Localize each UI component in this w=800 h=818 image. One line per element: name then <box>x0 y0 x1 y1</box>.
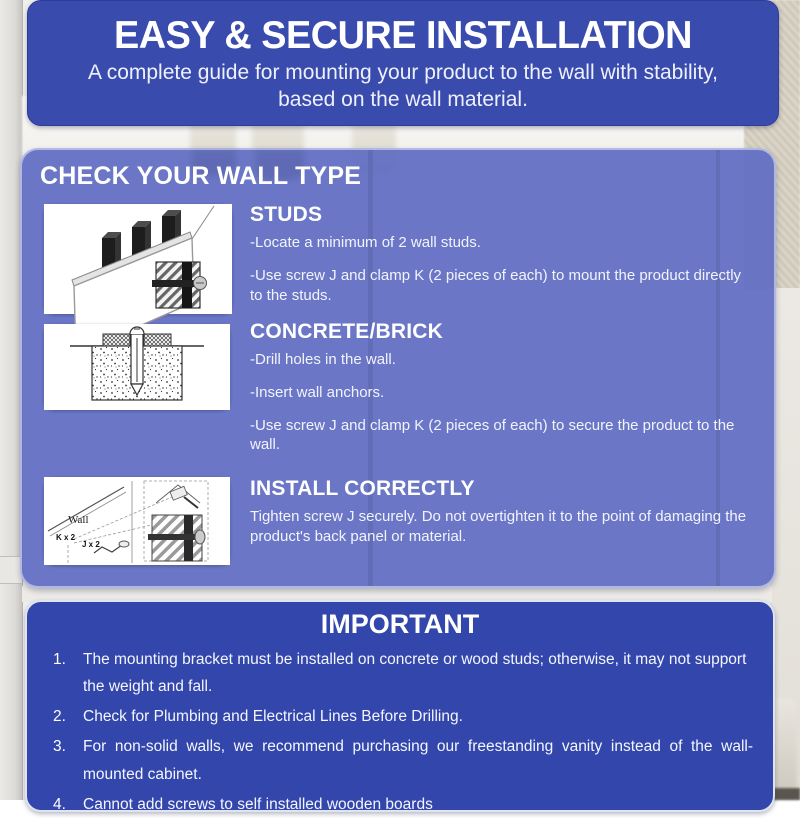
bullet: Tighten screw J securely. Do not overtighten it to the point of damaging the product's back panel or material. <box>250 508 747 545</box>
wall-label: Wall <box>68 514 89 526</box>
list-item <box>53 791 753 818</box>
bullet: -Drill holes in the wall. <box>250 351 396 368</box>
cabinet-seam <box>0 556 22 584</box>
item-number: 4. <box>53 795 66 813</box>
item-text: The mounting bracket must be installed on concrete or wood studs; otherwise, it may not support the weight and fall. <box>83 651 747 696</box>
list-item <box>53 646 753 700</box>
item-number: 1. <box>53 651 66 668</box>
bullet: -Use screw J and clamp K (2 pieces of each) to secure the product to the wall. <box>250 416 735 454</box>
section-title: CONCRETE/BRICK <box>250 320 443 343</box>
list-item <box>53 703 753 730</box>
item-text: For non-solid walls, we recommend purchasing our freestanding vanity instead of the wall-mounted cabinet. <box>83 738 753 783</box>
wall-type-heading: CHECK YOUR WALL TYPE <box>40 162 362 190</box>
section-title: INSTALL CORRECTLY <box>250 477 475 500</box>
section-title: STUDS <box>250 203 323 226</box>
studs-drawing <box>44 204 232 314</box>
important-heading: IMPORTANT <box>320 609 480 639</box>
header-banner <box>27 0 779 126</box>
section-install-correctly <box>250 477 750 560</box>
important-list <box>53 646 753 818</box>
screw-count-label: J x 2 <box>82 540 100 549</box>
clamp-count-label: K x 2 <box>56 533 76 542</box>
item-text: Cannot add screws to self installed wooden boards <box>83 795 433 813</box>
studs-illustration <box>44 204 232 314</box>
list-item <box>53 733 753 787</box>
concrete-drawing <box>44 324 230 410</box>
section-studs <box>250 203 750 318</box>
concrete-anchor-illustration <box>44 324 230 410</box>
bullet: -Locate a minimum of 2 wall studs. <box>250 234 481 251</box>
wall-anchor <box>130 327 144 395</box>
important-panel <box>25 600 775 812</box>
item-number: 2. <box>53 708 66 726</box>
item-number: 3. <box>53 738 66 756</box>
item-text: Check for Plumbing and Electrical Lines Before Drilling. <box>83 708 463 726</box>
install-drawing <box>44 477 230 565</box>
bullet: -Insert wall anchors. <box>250 383 385 401</box>
page-title: EASY & SECURE INSTALLATION <box>113 14 692 57</box>
install-diagram-illustration <box>44 477 230 565</box>
page-subtitle: A complete guide for mounting your product to the wall with stability, based on the wall material. <box>88 61 718 111</box>
wall-cross-section-detail <box>148 515 205 561</box>
wall-type-panel <box>20 148 776 588</box>
stud-mount-detail <box>152 262 207 308</box>
bullet: -Use screw J and clamp K (2 pieces of each) to mount the product directly to the studs. <box>250 266 742 304</box>
section-concrete-brick <box>250 320 750 468</box>
